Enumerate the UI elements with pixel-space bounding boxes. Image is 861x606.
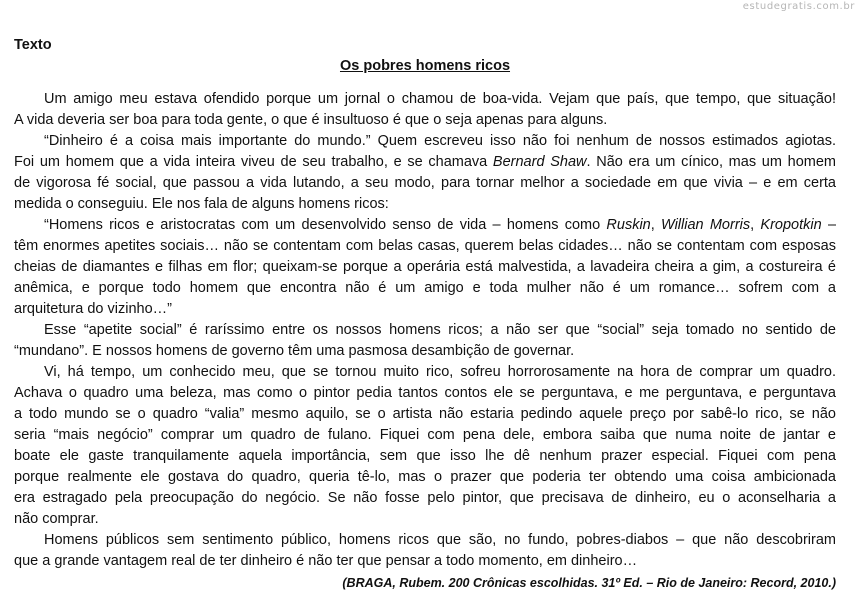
text-line: [14, 362, 836, 383]
text-segment: . Não era um cínico, mas um homem: [586, 154, 836, 170]
text-segment: Vi, há tempo, um conhecido meu, que se tornou muito rico, sofreu horrorosamente na hora de comprar um quadro.: [44, 364, 836, 380]
text-line: [14, 509, 836, 530]
text-segment: “mundano”. E nossos homens de governo têm uma pasmosa desambição de governar.: [14, 343, 575, 359]
text-line: [14, 425, 836, 446]
paragraph: [14, 530, 836, 572]
text-segment: A vida deveria ser boa para toda gente, o que é insultuoso é que o seja apenas para alguns.: [14, 112, 608, 128]
paragraph: [14, 215, 836, 320]
text-line: [14, 320, 836, 341]
text-segment: boate ele gaste tranquilamente aquela importância, sem que isso lhe dê nenhum prazer especial. Fiquei com pena: [14, 448, 836, 464]
text-line: [14, 173, 836, 194]
text-segment: não comprar.: [14, 511, 99, 527]
text-segment: Um amigo meu estava ofendido porque um jornal o chamou de boa-vida. Vejam que país, que tempo, que situação!: [44, 91, 836, 107]
text-segment: “Dinheiro é a coisa mais importante do mundo.” Quem escreveu isso não foi nenhum de nossos estimados agiotas.: [44, 133, 836, 149]
text-line: [14, 488, 836, 509]
text-segment: seria “mais negócio” comprar um quadro de fulano. Fiquei com pena dele, embora saiba que numa noite de jantar e: [14, 427, 836, 443]
text-line: [14, 278, 836, 299]
italic-text: Willian Morris: [661, 217, 751, 233]
text-line: [14, 446, 836, 467]
italic-text: Bernard Shaw: [492, 154, 587, 170]
site-watermark: estudegratis.com.br: [742, 1, 855, 12]
text-segment: cheias de diamantes e filhas em flor; queixam-se porque a operária está malvestida, a lavadeira cheira a gim, a costureira é: [14, 259, 836, 275]
text-segment: a todo mundo se o quadro “valia” mesmo aquilo, se o artista não estaria pedindo aquele preço por sabê-lo rico, se não: [14, 406, 836, 422]
text-segment: medida o conseguiu. Ele nos fala de alguns homens ricos:: [14, 196, 389, 212]
italic-text: Kropotkin: [760, 217, 822, 233]
text-segment: Achava o quadro uma beleza, mas como o pintor pedia tantos contos ele se perguntava, e me perguntava, e perguntava: [14, 385, 836, 401]
text-line: [14, 152, 836, 173]
section-heading: Texto: [14, 37, 52, 53]
text-segment: –: [821, 217, 836, 233]
text-line: [14, 89, 836, 110]
text-line: [14, 215, 836, 236]
text-line: [14, 236, 836, 257]
italic-text: Ruskin: [606, 217, 651, 233]
bibliographic-citation: (BRAGA, Rubem. 200 Crônicas escolhidas. 31º Ed. – Rio de Janeiro: Record, 2010.): [342, 576, 836, 590]
text-line: [14, 194, 836, 215]
text-line: [14, 110, 836, 131]
text-title: Os pobres homens ricos: [339, 58, 511, 74]
text-segment: Homens públicos sem sentimento público, homens ricos que são, no fundo, pobres-diabos – que não descobriram: [44, 532, 836, 548]
text-segment: Esse “apetite social” é raríssimo entre os nossos homens ricos; a não ser que “social” seja tomado no sentido de: [44, 322, 836, 338]
text-line: [14, 467, 836, 488]
text-line: [14, 341, 836, 362]
text-title-wrapper: [14, 56, 836, 77]
text-segment: de vigorosa fé social, que passou a vida lutando, a seu modo, para tornar melhor a sociedade em que vivia – e em certa: [14, 175, 836, 191]
text-segment: “Homens ricos e aristocratas com um desenvolvido senso de vida – homens como: [44, 217, 607, 233]
paragraph: [14, 89, 836, 131]
text-segment: ,: [750, 217, 761, 233]
text-segment: Foi um homem que a vida inteira viveu de seu trabalho, e se chamava: [14, 154, 493, 170]
text-line: [14, 530, 836, 551]
text-segment: porque realmente ele gostava do quadro, queria tê-lo, mas o prazer que poderia ter obtendo uma coisa ambicionada: [14, 469, 836, 485]
text-segment: têm enormes apetites sociais… não se contentam com belas casas, querem belas cidades… não se contentam com esposas: [14, 238, 836, 254]
text-line: [14, 551, 836, 572]
text-line: [14, 257, 836, 278]
paragraph: [14, 362, 836, 530]
text-segment: anêmica, e porque todo homem que encontra não é um amigo e toda mulher não é um romance… sofrem com a: [14, 280, 836, 296]
text-line: [14, 383, 836, 404]
text-body: [14, 89, 836, 572]
text-line: [14, 404, 836, 425]
text-line: [14, 131, 836, 152]
paragraph: [14, 320, 836, 362]
text-segment: ,: [650, 217, 662, 233]
text-segment: era estragado pela preocupação do negócio. Se não fosse pelo pintor, que precisava de dinheiro, eu o aconselharia a: [14, 490, 836, 506]
paragraph: [14, 131, 836, 215]
text-segment: que a grande vantagem real de ter dinheiro é não ter que pensar a todo momento, em dinheiro…: [14, 553, 638, 569]
text-segment: arquitetura do vizinho…”: [14, 301, 172, 317]
text-line: [14, 299, 836, 320]
